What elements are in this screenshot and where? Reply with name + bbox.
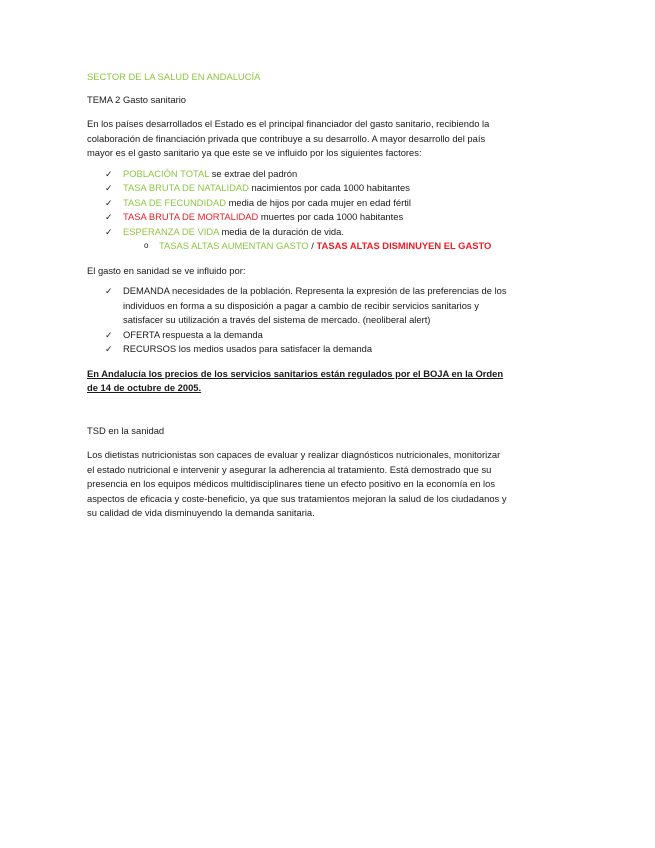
influence-item xyxy=(87,328,507,343)
influence-desc: respuesta a la demanda xyxy=(159,328,263,340)
check-icon: ✓ xyxy=(105,226,113,237)
boja-note: En Andalucía los precios de los servicios sanitarios están regulados por el BOJA en la Orden de 14 de octubre de 2005. xyxy=(87,367,504,393)
factors-list xyxy=(87,167,507,240)
factor-desc: media de la duración de vida. xyxy=(218,225,344,237)
check-icon: ✓ xyxy=(105,344,113,354)
influence-desc: los medios usados para satisfacer la demanda xyxy=(176,343,373,354)
factor-item xyxy=(87,210,507,225)
document-content xyxy=(87,70,507,521)
influence-item xyxy=(87,284,507,328)
influence-item xyxy=(87,342,507,357)
sub-list xyxy=(87,239,507,254)
check-icon: ✓ xyxy=(105,329,113,340)
check-icon: ✓ xyxy=(105,286,113,296)
circle-bullet-icon: o xyxy=(144,241,149,250)
influence-desc: necesidades de la población. Representa la expresión de las preferencias de los individuos en forma a su disposición a pagar a cambio de recibir servicios sanitarios y satisfacer su utilización a través del sistema de mercado. (neoliberal alert) xyxy=(123,285,507,325)
influence-term: DEMANDA xyxy=(123,285,170,296)
gasto-intro: El gasto en sanidad se ve influido por: xyxy=(87,264,246,276)
factor-desc: se extrae del padrón xyxy=(209,167,298,179)
influence-term: OFERTA xyxy=(123,328,160,340)
influence-term: RECURSOS xyxy=(123,343,177,354)
factor-desc: media de hijos por cada mujer en edad fértil xyxy=(225,196,411,208)
factor-item xyxy=(87,196,507,211)
factor-desc: nacimientos por cada 1000 habitantes xyxy=(248,182,410,193)
factor-term: ESPERANZA DE VIDA xyxy=(123,225,219,237)
section-title: SECTOR DE LA SALUD EN ANDALUCÍA xyxy=(87,71,261,82)
factor-item xyxy=(87,167,507,182)
check-icon: ✓ xyxy=(105,197,113,208)
sub-green-text: TASAS ALTAS AUMENTAN GASTO xyxy=(159,240,309,251)
check-icon: ✓ xyxy=(105,168,113,179)
sub-separator: / xyxy=(308,240,317,251)
factor-item xyxy=(87,181,507,196)
check-icon: ✓ xyxy=(105,212,113,222)
influences-list xyxy=(87,284,507,357)
check-icon: ✓ xyxy=(105,183,113,193)
tsd-paragraph: Los dietistas nutricionistas son capaces de evaluar y realizar diagnósticos nutricionales, monitorizar el estado nutricional e intervenir y asegurar la adherencia al tratamiento. Está demostrado que su presencia en los equipos médicos multidisciplinares tiene un efecto positivo en la economía en los aspectos de eficacia y coste-beneficio, ya que sus tratamientos mejoran la salud de los ciudadanos y su calidad de vida disminuyendo la demanda sanitaria. xyxy=(87,449,507,518)
tsd-title: TSD en la sanidad xyxy=(87,424,165,436)
factor-term: POBLACIÓN TOTAL xyxy=(123,167,210,179)
factor-desc: muertes por cada 1000 habitantes xyxy=(258,211,404,222)
intro-paragraph: En los países desarrollados el Estado es el principal financiador del gasto sanitario, recibiendo la colaboración de financiación privada que contribuye a su desarrollo. A mayor desarrollo del país mayor es el gasto sanitario ya que este se ve influido por los siguientes factores: xyxy=(87,118,490,158)
tema-title: TEMA 2 Gasto sanitario xyxy=(87,93,186,105)
factor-item xyxy=(87,225,507,240)
factor-term: TASA BRUTA DE NATALIDAD xyxy=(123,182,249,193)
factor-term: TASA DE FECUNDIDAD xyxy=(123,196,226,208)
sub-item xyxy=(87,239,507,254)
factor-term: TASA BRUTA DE MORTALIDAD xyxy=(123,211,259,222)
sub-red-text: TASAS ALTAS DISMINUYEN EL GASTO xyxy=(316,240,492,251)
